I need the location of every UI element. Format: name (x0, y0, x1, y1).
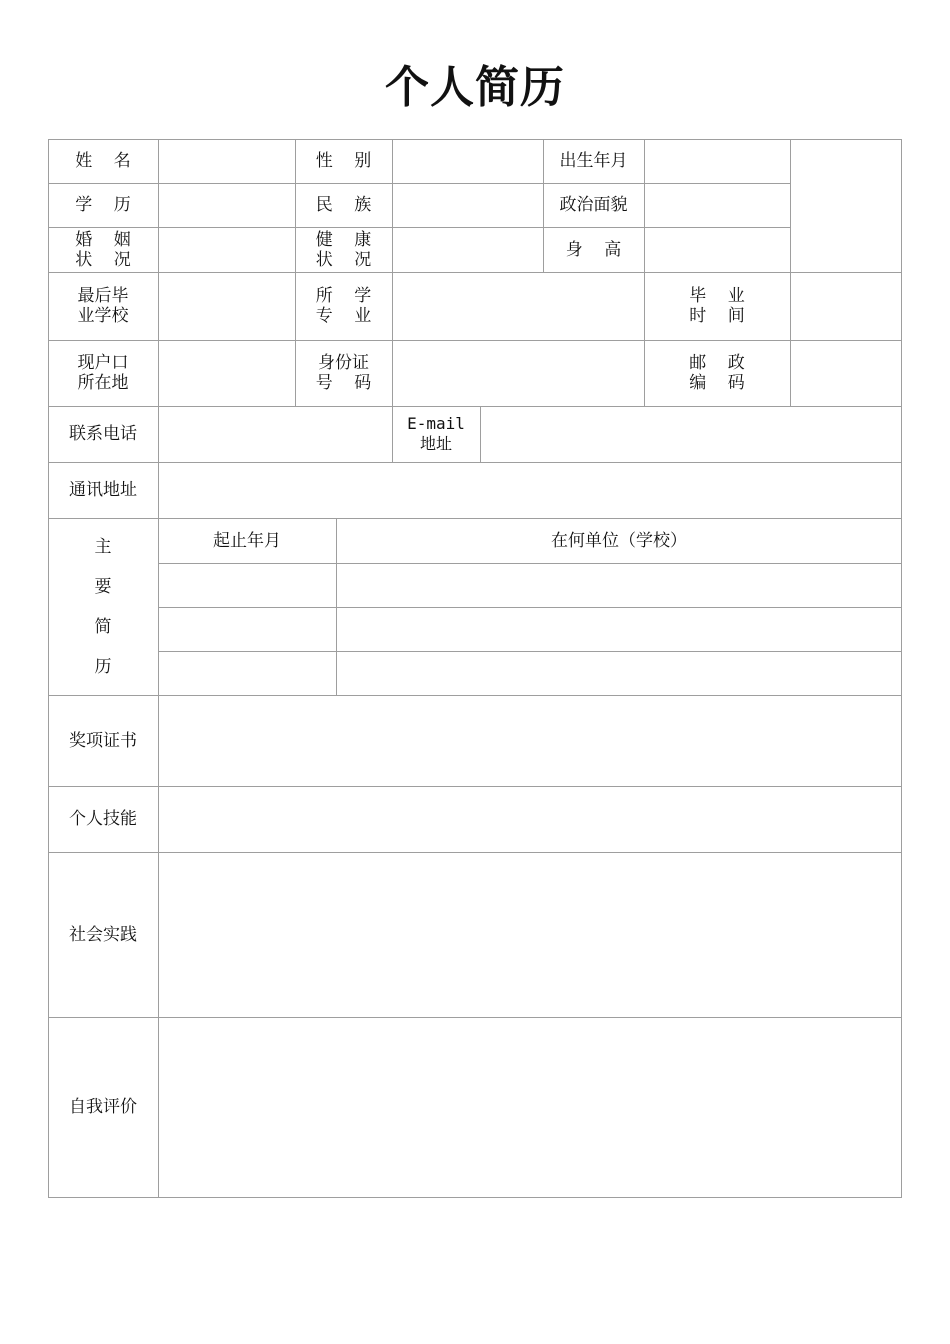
major-label: 所 学 专 业 (315, 286, 372, 326)
name-label: 姓 名 (75, 151, 131, 171)
history-period-field[interactable] (159, 652, 336, 695)
grad-time-field[interactable] (791, 273, 901, 340)
political-field[interactable] (645, 184, 790, 227)
history-unit-field[interactable] (337, 564, 901, 607)
history-period-header: 起止年月 (213, 530, 281, 551)
history-label-char: 要 (94, 576, 112, 597)
photo-box[interactable] (791, 140, 901, 272)
height-field[interactable] (645, 228, 790, 272)
phone-label: 联系电话 (69, 424, 137, 444)
marital-field[interactable] (159, 228, 295, 272)
history-unit-field[interactable] (337, 608, 901, 651)
postcode-label: 邮 政 编 码 (689, 353, 745, 393)
grad-time-label: 毕 业 时 间 (689, 286, 745, 326)
id-number-label: 身份证 号 码 (315, 353, 372, 393)
skills-field[interactable] (159, 787, 901, 852)
school-field[interactable] (159, 273, 295, 340)
address-field[interactable] (159, 463, 901, 518)
political-label: 政治面貌 (559, 195, 628, 215)
history-unit-field[interactable] (337, 652, 901, 695)
self-eval-label: 自我评价 (69, 1097, 137, 1117)
self-eval-field[interactable] (159, 1018, 901, 1197)
ethnicity-label: 民 族 (315, 195, 372, 215)
gender-label: 性 别 (315, 151, 372, 171)
postcode-field[interactable] (791, 341, 901, 406)
birth-field[interactable] (645, 140, 790, 183)
hukou-label: 现户口 所在地 (77, 353, 129, 393)
awards-label: 奖项证书 (69, 730, 137, 751)
education-field[interactable] (159, 184, 295, 227)
birth-label: 出生年月 (559, 151, 628, 171)
skills-label: 个人技能 (69, 809, 137, 829)
gender-field[interactable] (393, 140, 543, 183)
name-field[interactable] (159, 140, 295, 183)
email-field[interactable] (481, 407, 901, 462)
school-label: 最后毕 业学校 (77, 286, 129, 326)
phone-field[interactable] (159, 407, 392, 462)
awards-field[interactable] (159, 696, 901, 786)
resume-form (48, 139, 902, 1198)
history-label-char: 主 (94, 536, 112, 557)
history-label (48, 518, 158, 695)
marital-label: 婚 姻 状 况 (75, 229, 131, 270)
page-title: 个人简历 (385, 62, 565, 113)
history-label-char: 历 (94, 656, 112, 677)
major-field[interactable] (393, 273, 644, 340)
history-period-field[interactable] (159, 564, 336, 607)
health-field[interactable] (393, 228, 543, 272)
history-label-char: 简 (94, 616, 112, 637)
email-label: E-mail 地址 (407, 414, 465, 453)
hukou-field[interactable] (159, 341, 295, 406)
address-label: 通讯地址 (69, 480, 137, 500)
history-period-field[interactable] (159, 608, 336, 651)
id-number-field[interactable] (393, 341, 644, 406)
history-unit-header: 在何单位（学校） (551, 530, 687, 551)
education-label: 学 历 (75, 195, 131, 215)
practice-label: 社会实践 (69, 924, 137, 945)
practice-field[interactable] (159, 853, 901, 1017)
health-label: 健 康 状 况 (315, 229, 372, 270)
ethnicity-field[interactable] (393, 184, 543, 227)
height-label: 身 高 (565, 239, 622, 260)
